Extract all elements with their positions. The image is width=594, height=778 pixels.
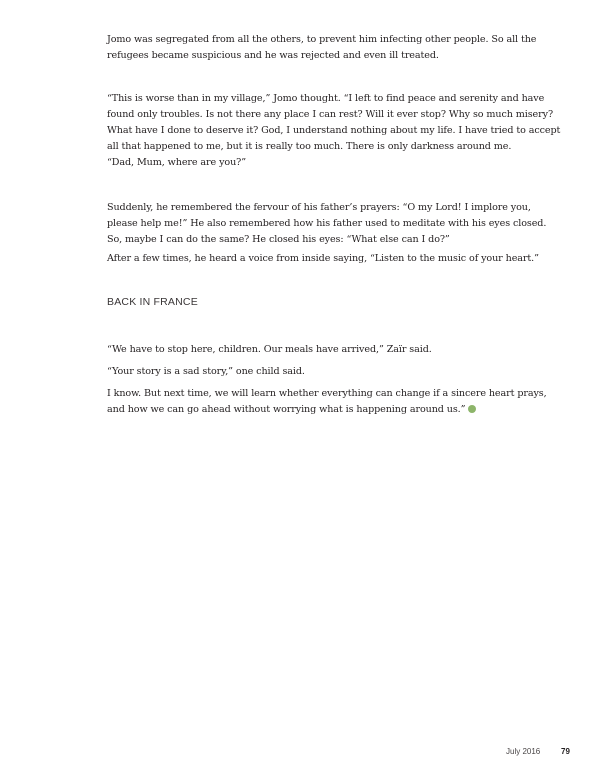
page-number: 79	[561, 747, 570, 756]
final-paragraph	[107, 386, 562, 418]
final-paragraph-text: I know. But next time, we will learn whether everything can change if a sincere heart prays, and how we can go ahead without worrying what is happening around us.”	[107, 388, 547, 415]
end-of-article-dot-icon	[468, 405, 476, 413]
footer-date: July 2016	[506, 747, 541, 756]
story-paragraph: “Your story is a sad story,” one child said.	[107, 366, 305, 377]
story-paragraph: After a few times, he heard a voice from inside saying, “Listen to the music of your heart.”	[107, 253, 539, 264]
story-paragraph: Jomo was segregated from all the others, to prevent him infecting other people. So all the refugees became suspicious and he was rejected and even ill treated.	[107, 34, 537, 61]
story-paragraph: “We have to stop here, children. Our meals have arrived,” Zaïr said.	[107, 344, 432, 355]
story-paragraph: “Dad, Mum, where are you?”	[107, 157, 246, 168]
story-paragraph: Suddenly, he remembered the fervour of his father’s prayers: “O my Lord! I implore you, please help me!” He also remembered how his father used to meditate with his eyes closed. So, maybe I can do the same? He closed his eyes: “What else can I do?”	[107, 202, 547, 245]
story-paragraph: “This is worse than in my village,” Jomo thought. “I left to find peace and serenity and have found only troubles. Is not there any place I can rest? Will it ever stop? Why so much misery? What have I done to deserve it? God, I understand nothing about my life. I have tried to accept all that happened to me, but it is really too much. There is only darkness around me.	[107, 93, 561, 152]
section-heading: BACK IN FRANCE	[107, 296, 198, 308]
